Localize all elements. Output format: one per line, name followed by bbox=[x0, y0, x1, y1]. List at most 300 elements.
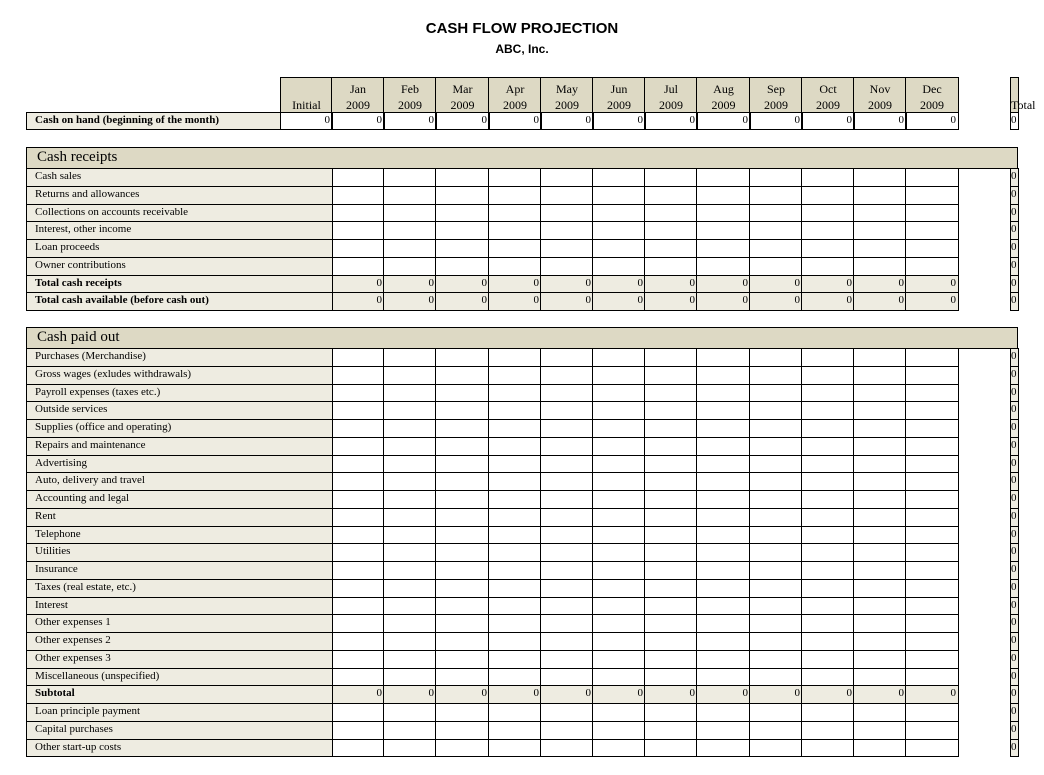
column-header-year: 2009 bbox=[764, 98, 788, 112]
row-value bbox=[488, 579, 542, 598]
row-value bbox=[905, 168, 959, 187]
row-value bbox=[540, 348, 594, 367]
row-value bbox=[488, 472, 542, 491]
row-value bbox=[540, 614, 594, 633]
row-value bbox=[696, 490, 751, 509]
row-value bbox=[540, 543, 594, 562]
row-total: 0 bbox=[1010, 721, 1019, 740]
row-value bbox=[644, 384, 698, 402]
row-value bbox=[905, 508, 959, 527]
row-value bbox=[853, 703, 907, 722]
row-value bbox=[592, 384, 646, 402]
row-value bbox=[332, 650, 385, 669]
row-value bbox=[801, 168, 855, 187]
row-value bbox=[749, 257, 803, 276]
row-value bbox=[332, 668, 385, 686]
row-label: Collections on accounts receivable bbox=[26, 204, 333, 222]
row-value bbox=[644, 526, 698, 544]
row-value: 0 bbox=[696, 275, 751, 293]
row-total: 0 bbox=[1010, 419, 1019, 438]
row-value bbox=[853, 614, 907, 633]
row-value bbox=[905, 561, 959, 580]
column-header-month: Jul bbox=[663, 82, 678, 96]
row-value bbox=[696, 703, 751, 722]
row-value bbox=[853, 739, 907, 757]
row-value bbox=[644, 455, 698, 473]
row-value: 0 bbox=[644, 685, 698, 704]
row-value bbox=[749, 401, 803, 420]
row-total: 0 bbox=[1010, 168, 1019, 187]
row-value bbox=[488, 239, 542, 258]
column-header-year: Total bbox=[1011, 98, 1036, 112]
row-value bbox=[749, 561, 803, 580]
row-value bbox=[853, 348, 907, 367]
row-value bbox=[488, 384, 542, 402]
row-value bbox=[540, 401, 594, 420]
row-value bbox=[905, 384, 959, 402]
row-value bbox=[905, 668, 959, 686]
row-value bbox=[853, 221, 907, 240]
row-total: 0 bbox=[1010, 650, 1019, 669]
row-value bbox=[488, 204, 542, 222]
column-header-month: Nov bbox=[869, 82, 891, 96]
row-value: 0 bbox=[540, 685, 594, 704]
row-value bbox=[383, 561, 437, 580]
cash-on-hand-value: 0 bbox=[280, 112, 333, 130]
row-value: 0 bbox=[905, 685, 959, 704]
row-value bbox=[801, 437, 855, 456]
row-value bbox=[592, 668, 646, 686]
row-value bbox=[540, 703, 594, 722]
page-subtitle: ABC, Inc. bbox=[495, 42, 549, 56]
row-value bbox=[332, 419, 385, 438]
row-label: Loan proceeds bbox=[26, 239, 333, 258]
row-value: 0 bbox=[540, 275, 594, 293]
row-value bbox=[801, 490, 855, 509]
row-value bbox=[332, 239, 385, 258]
row-label: Total cash available (before cash out) bbox=[26, 292, 333, 311]
row-value bbox=[332, 384, 385, 402]
column-header bbox=[488, 77, 542, 113]
row-value: 0 bbox=[332, 275, 385, 293]
row-label: Miscellaneous (unspecified) bbox=[26, 668, 333, 686]
column-header-month: Dec bbox=[922, 82, 942, 96]
row-value bbox=[488, 221, 542, 240]
row-value bbox=[592, 472, 646, 491]
row-value bbox=[332, 204, 385, 222]
row-value bbox=[592, 168, 646, 187]
row-value bbox=[905, 703, 959, 722]
row-value bbox=[592, 526, 646, 544]
row-value bbox=[905, 239, 959, 258]
cash-on-hand-label: Cash on hand (beginning of the month) bbox=[26, 112, 281, 130]
row-value bbox=[540, 204, 594, 222]
row-value bbox=[540, 526, 594, 544]
row-value bbox=[540, 437, 594, 456]
row-total: 0 bbox=[1010, 401, 1019, 420]
row-value bbox=[801, 204, 855, 222]
row-value bbox=[905, 739, 959, 757]
row-value bbox=[488, 186, 542, 205]
row-value bbox=[644, 419, 698, 438]
row-value bbox=[905, 366, 959, 385]
row-label: Loan principle payment bbox=[26, 703, 333, 722]
row-value bbox=[592, 739, 646, 757]
column-header-year: 2009 bbox=[450, 98, 475, 112]
row-value bbox=[853, 437, 907, 456]
row-value bbox=[696, 721, 751, 740]
row-value bbox=[592, 561, 646, 580]
row-value bbox=[749, 168, 803, 187]
row-value bbox=[540, 579, 594, 598]
row-value bbox=[853, 204, 907, 222]
row-value bbox=[332, 366, 385, 385]
row-value bbox=[383, 721, 437, 740]
row-value: 0 bbox=[801, 292, 855, 311]
row-value bbox=[801, 257, 855, 276]
row-value bbox=[749, 721, 803, 740]
row-value bbox=[749, 614, 803, 633]
row-value bbox=[853, 543, 907, 562]
row-value bbox=[696, 579, 751, 598]
row-value bbox=[592, 543, 646, 562]
row-value bbox=[592, 650, 646, 669]
row-value bbox=[435, 526, 490, 544]
row-value bbox=[383, 239, 437, 258]
row-value bbox=[592, 721, 646, 740]
column-header-year: 2009 bbox=[398, 98, 422, 112]
row-value bbox=[905, 401, 959, 420]
row-value bbox=[540, 721, 594, 740]
row-value bbox=[592, 366, 646, 385]
row-value bbox=[749, 472, 803, 491]
row-value bbox=[905, 186, 959, 205]
cash-on-hand-value: 0 bbox=[331, 112, 385, 130]
row-value bbox=[696, 437, 751, 456]
row-total: 0 bbox=[1010, 275, 1019, 293]
row-value bbox=[749, 455, 803, 473]
row-value bbox=[592, 221, 646, 240]
row-value bbox=[853, 239, 907, 258]
row-value bbox=[383, 455, 437, 473]
row-label: Telephone bbox=[26, 526, 333, 544]
row-value bbox=[592, 597, 646, 615]
row-total: 0 bbox=[1010, 204, 1019, 222]
row-value bbox=[592, 419, 646, 438]
row-value bbox=[696, 168, 751, 187]
row-value: 0 bbox=[383, 292, 437, 311]
row-value bbox=[749, 508, 803, 527]
row-value: 0 bbox=[644, 275, 698, 293]
row-value bbox=[435, 739, 490, 757]
row-total: 0 bbox=[1010, 366, 1019, 385]
row-value bbox=[644, 579, 698, 598]
row-value bbox=[540, 186, 594, 205]
row-value: 0 bbox=[435, 685, 490, 704]
row-total: 0 bbox=[1010, 739, 1019, 757]
row-value bbox=[332, 221, 385, 240]
row-value bbox=[801, 597, 855, 615]
row-value bbox=[749, 221, 803, 240]
row-value bbox=[488, 739, 542, 757]
row-value bbox=[644, 348, 698, 367]
row-value: 0 bbox=[488, 685, 542, 704]
row-label: Insurance bbox=[26, 561, 333, 580]
row-value bbox=[644, 508, 698, 527]
cash-on-hand-value: 0 bbox=[592, 112, 646, 130]
row-value bbox=[749, 366, 803, 385]
row-value bbox=[383, 419, 437, 438]
row-value: 0 bbox=[749, 275, 803, 293]
row-value bbox=[644, 739, 698, 757]
row-value bbox=[592, 186, 646, 205]
row-value bbox=[435, 437, 490, 456]
row-value bbox=[905, 348, 959, 367]
row-value bbox=[383, 348, 437, 367]
row-value bbox=[749, 543, 803, 562]
row-value bbox=[592, 437, 646, 456]
row-value bbox=[383, 366, 437, 385]
column-header-month bbox=[281, 81, 332, 97]
row-value bbox=[383, 739, 437, 757]
row-value bbox=[435, 561, 490, 580]
row-value bbox=[592, 348, 646, 367]
cash-on-hand-value: 0 bbox=[749, 112, 803, 130]
row-value bbox=[853, 419, 907, 438]
row-value bbox=[435, 168, 490, 187]
row-value bbox=[332, 543, 385, 562]
row-value bbox=[644, 490, 698, 509]
column-header bbox=[383, 77, 437, 113]
row-value bbox=[435, 721, 490, 740]
row-value: 0 bbox=[749, 685, 803, 704]
row-value bbox=[905, 221, 959, 240]
row-total: 0 bbox=[1010, 490, 1019, 509]
section-header: Cash receipts bbox=[26, 147, 1018, 169]
row-value bbox=[435, 401, 490, 420]
row-value bbox=[383, 508, 437, 527]
row-value bbox=[540, 239, 594, 258]
row-value: 0 bbox=[801, 275, 855, 293]
row-value bbox=[853, 472, 907, 491]
row-value bbox=[853, 579, 907, 598]
row-value bbox=[332, 437, 385, 456]
row-value bbox=[801, 186, 855, 205]
row-value: 0 bbox=[905, 275, 959, 293]
row-value bbox=[801, 703, 855, 722]
row-value bbox=[592, 455, 646, 473]
row-value bbox=[383, 257, 437, 276]
row-value bbox=[905, 597, 959, 615]
row-label: Advertising bbox=[26, 455, 333, 473]
row-value bbox=[592, 703, 646, 722]
row-value bbox=[801, 366, 855, 385]
row-value bbox=[435, 597, 490, 615]
row-value bbox=[435, 348, 490, 367]
row-value bbox=[540, 419, 594, 438]
row-value bbox=[696, 472, 751, 491]
row-value bbox=[644, 168, 698, 187]
row-value bbox=[435, 384, 490, 402]
row-total: 0 bbox=[1010, 703, 1019, 722]
row-value bbox=[332, 632, 385, 651]
row-label: Outside services bbox=[26, 401, 333, 420]
row-value bbox=[801, 561, 855, 580]
row-value bbox=[644, 543, 698, 562]
row-value bbox=[383, 401, 437, 420]
row-value bbox=[644, 703, 698, 722]
row-label: Returns and allowances bbox=[26, 186, 333, 205]
row-value bbox=[749, 597, 803, 615]
row-value bbox=[332, 721, 385, 740]
row-value bbox=[696, 239, 751, 258]
row-value bbox=[435, 204, 490, 222]
row-value bbox=[749, 739, 803, 757]
row-label: Interest bbox=[26, 597, 333, 615]
row-value: 0 bbox=[592, 685, 646, 704]
row-value bbox=[644, 472, 698, 491]
row-value bbox=[696, 614, 751, 633]
row-total: 0 bbox=[1010, 186, 1019, 205]
column-header-month: Apr bbox=[505, 82, 525, 96]
row-value bbox=[853, 650, 907, 669]
row-value bbox=[644, 721, 698, 740]
column-header-year: 2009 bbox=[920, 98, 944, 112]
row-value bbox=[853, 168, 907, 187]
row-value bbox=[332, 348, 385, 367]
row-value bbox=[488, 168, 542, 187]
row-value: 0 bbox=[801, 685, 855, 704]
row-value bbox=[749, 650, 803, 669]
column-header bbox=[1010, 77, 1036, 113]
column-header-year: 2009 bbox=[555, 98, 579, 112]
row-value: 0 bbox=[905, 292, 959, 311]
row-value: 0 bbox=[332, 292, 385, 311]
row-value bbox=[435, 455, 490, 473]
row-value bbox=[435, 650, 490, 669]
row-value bbox=[383, 597, 437, 615]
page-title: CASH FLOW PROJECTION bbox=[425, 20, 619, 37]
row-value bbox=[488, 614, 542, 633]
row-value bbox=[905, 721, 959, 740]
row-value bbox=[905, 490, 959, 509]
row-value bbox=[749, 348, 803, 367]
row-value bbox=[488, 455, 542, 473]
row-label: Owner contributions bbox=[26, 257, 333, 276]
row-value bbox=[801, 632, 855, 651]
column-header bbox=[592, 77, 646, 113]
cash-on-hand-value: 0 bbox=[644, 112, 698, 130]
row-value bbox=[644, 561, 698, 580]
row-total: 0 bbox=[1010, 543, 1019, 562]
row-value bbox=[696, 526, 751, 544]
cash-on-hand-value: 0 bbox=[1010, 112, 1019, 130]
row-value bbox=[383, 204, 437, 222]
cash-on-hand-value: 0 bbox=[488, 112, 542, 130]
row-label: Utilities bbox=[26, 543, 333, 562]
row-value bbox=[696, 739, 751, 757]
row-value bbox=[853, 257, 907, 276]
row-value bbox=[435, 490, 490, 509]
row-value bbox=[488, 526, 542, 544]
column-header-month: Feb bbox=[401, 82, 419, 96]
column-header bbox=[435, 77, 490, 113]
cash-on-hand-value: 0 bbox=[905, 112, 959, 130]
row-value: 0 bbox=[749, 292, 803, 311]
row-value bbox=[801, 614, 855, 633]
row-value bbox=[488, 490, 542, 509]
row-value bbox=[540, 221, 594, 240]
row-value bbox=[801, 384, 855, 402]
row-value: 0 bbox=[592, 275, 646, 293]
column-header-month: Mar bbox=[452, 82, 473, 96]
row-value bbox=[435, 703, 490, 722]
row-value bbox=[592, 508, 646, 527]
cash-on-hand-value: 0 bbox=[853, 112, 907, 130]
row-value bbox=[592, 632, 646, 651]
row-value bbox=[644, 437, 698, 456]
row-value bbox=[853, 455, 907, 473]
column-header bbox=[540, 77, 594, 113]
column-header bbox=[696, 77, 751, 113]
row-value bbox=[696, 366, 751, 385]
row-value bbox=[644, 221, 698, 240]
row-value bbox=[435, 632, 490, 651]
row-value bbox=[540, 490, 594, 509]
row-value bbox=[332, 186, 385, 205]
row-value bbox=[801, 721, 855, 740]
row-value bbox=[435, 472, 490, 491]
row-value bbox=[592, 401, 646, 420]
row-value bbox=[332, 703, 385, 722]
row-value bbox=[696, 348, 751, 367]
row-value bbox=[540, 650, 594, 669]
column-header-month bbox=[1011, 81, 1018, 97]
row-label: Accounting and legal bbox=[26, 490, 333, 509]
row-label: Gross wages (exludes withdrawals) bbox=[26, 366, 333, 385]
row-value bbox=[749, 526, 803, 544]
row-value: 0 bbox=[488, 292, 542, 311]
row-value bbox=[488, 543, 542, 562]
row-label: Other start-up costs bbox=[26, 739, 333, 757]
row-value bbox=[644, 239, 698, 258]
row-value bbox=[540, 168, 594, 187]
row-value: 0 bbox=[853, 292, 907, 311]
row-value bbox=[749, 437, 803, 456]
row-value bbox=[383, 650, 437, 669]
row-label: Purchases (Merchandise) bbox=[26, 348, 333, 367]
row-value bbox=[435, 186, 490, 205]
row-total: 0 bbox=[1010, 455, 1019, 473]
row-value bbox=[435, 366, 490, 385]
row-value bbox=[332, 401, 385, 420]
row-value bbox=[853, 721, 907, 740]
row-value bbox=[644, 401, 698, 420]
row-value bbox=[696, 632, 751, 651]
row-value bbox=[696, 384, 751, 402]
row-value bbox=[644, 632, 698, 651]
row-value bbox=[383, 490, 437, 509]
column-header bbox=[749, 77, 803, 113]
row-value bbox=[332, 614, 385, 633]
row-value bbox=[540, 472, 594, 491]
row-value bbox=[383, 614, 437, 633]
row-value bbox=[853, 490, 907, 509]
row-value bbox=[644, 668, 698, 686]
column-header-month: May bbox=[556, 82, 578, 96]
row-value bbox=[905, 526, 959, 544]
row-value bbox=[801, 401, 855, 420]
